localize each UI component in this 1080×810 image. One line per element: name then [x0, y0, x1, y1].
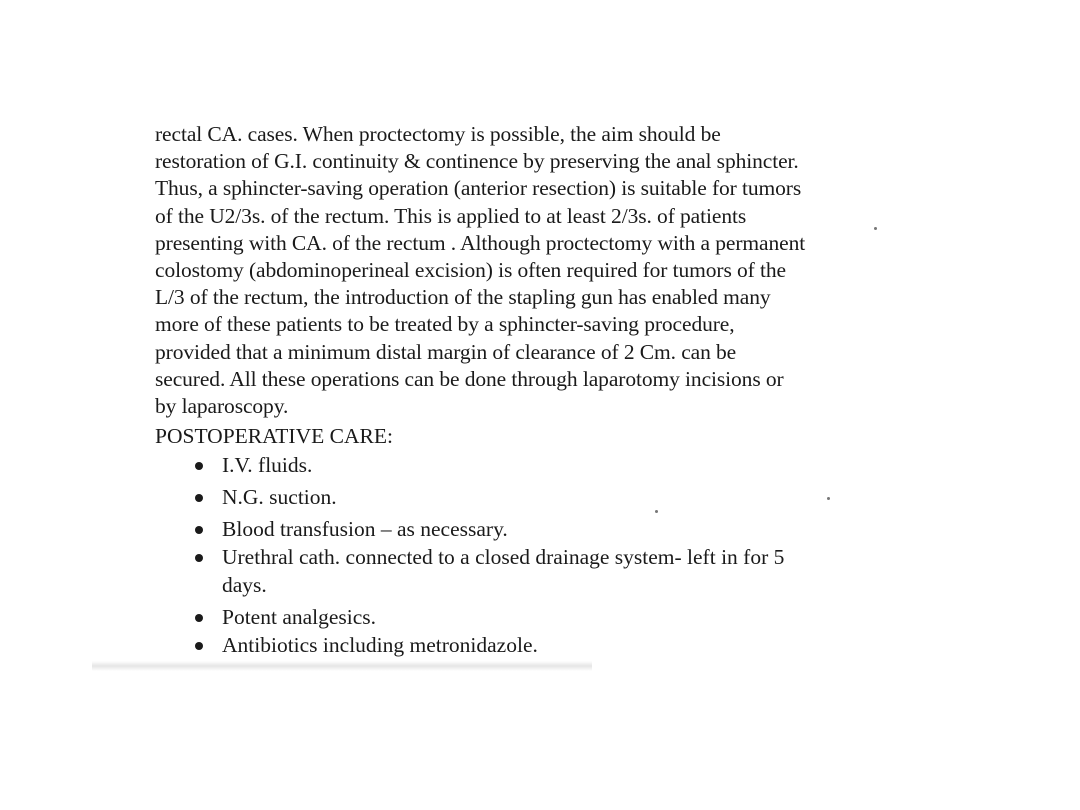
scan-shadow — [92, 661, 592, 671]
list-item — [155, 451, 935, 479]
section-heading: POSTOPERATIVE CARE: — [155, 424, 393, 449]
paragraph-line: more of these patients to be treated by a sphincter-saving procedure, — [155, 312, 735, 337]
list-item — [155, 631, 935, 659]
paragraph-line: rectal CA. cases. When proctectomy is possible, the aim should be — [155, 122, 721, 146]
list-item — [155, 515, 935, 543]
bullet-icon — [195, 614, 203, 622]
list-item-continuation: days. — [222, 573, 267, 598]
paragraph-line: L/3 of the rectum, the introduction of the stapling gun has enabled many — [155, 285, 771, 310]
bullet-icon — [195, 642, 203, 650]
postoperative-care-list — [155, 451, 935, 659]
list-item — [155, 603, 935, 631]
bullet-icon — [195, 526, 203, 534]
paragraph-line: of the U2/3s. of the rectum. This is applied to at least 2/3s. of patients — [155, 203, 747, 228]
list-item-text: N.G. suction. — [222, 485, 337, 510]
list-item-text: Blood transfusion – as necessary. — [222, 517, 508, 542]
body-paragraph — [155, 121, 935, 420]
paragraph-line: restoration of G.I. continuity & continence by preserving the anal sphincter. — [155, 149, 799, 174]
paragraph-line: provided that a minimum distal margin of clearance of 2 Cm. can be — [155, 339, 737, 364]
list-item — [155, 483, 935, 511]
list-item-text: Antibiotics including metronidazole. — [222, 633, 538, 658]
list-item-text: Potent analgesics. — [222, 605, 377, 630]
bullet-icon — [195, 462, 203, 470]
paragraph-line: Thus, a sphincter-saving operation (anterior resection) is suitable for tumors — [155, 176, 802, 201]
bullet-icon — [195, 554, 203, 562]
list-item — [155, 543, 935, 599]
document-page — [155, 121, 935, 659]
list-item-text: I.V. fluids. — [222, 453, 313, 478]
paragraph-line: presenting with CA. of the rectum . Although proctectomy with a permanent — [155, 230, 806, 255]
bullet-icon — [195, 494, 203, 502]
list-item-text: Urethral cath. connected to a closed drainage system- left in for 5 — [222, 545, 785, 570]
paragraph-line: by laparoscopy. — [155, 394, 289, 419]
paragraph-line: secured. All these operations can be done through laparotomy incisions or — [155, 366, 784, 391]
paragraph-line: colostomy (abdominoperineal excision) is often required for tumors of the — [155, 258, 786, 283]
